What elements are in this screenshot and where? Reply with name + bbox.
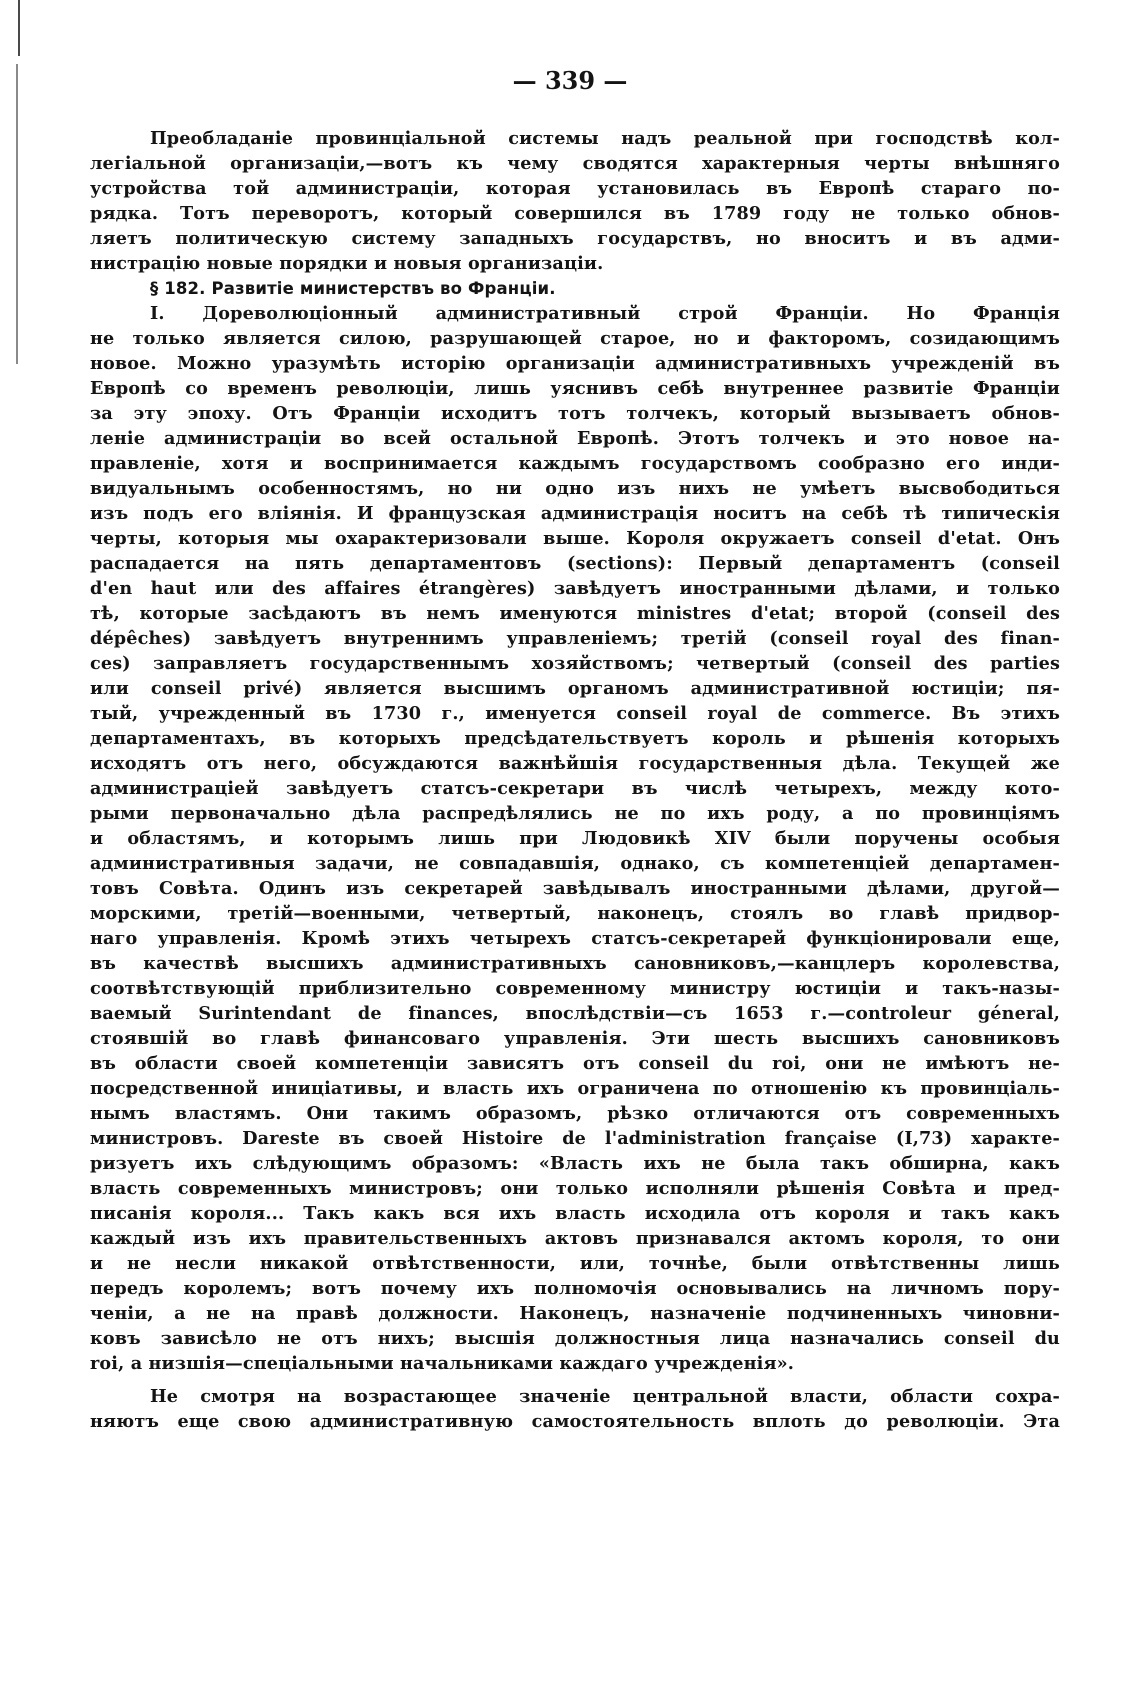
text-line: административныя задачи, не совпадавшія, однако, съ компетенціей департамен- <box>90 853 1060 874</box>
text-line: соотвѣтствующій приблизительно современному министру юстиціи и такъ-назы- <box>90 978 1060 999</box>
text-line: d'en haut или des affaires étrangères) завѣдуетъ иностранными дѣлами, и только <box>90 578 1060 599</box>
text-line: писанія короля... Такъ какъ вся ихъ власть исходила отъ короля и такъ какъ <box>90 1203 1060 1224</box>
text-line: новое. Можно уразумѣть исторію организаціи административныхъ учрежденій въ <box>90 353 1060 374</box>
text-line: черты, которыя мы охарактеризовали выше. Короля окружаетъ conseil d'etat. Онъ <box>90 528 1060 549</box>
text-line: товъ Совѣта. Одинъ изъ секретарей завѣдывалъ иностранными дѣлами, другой— <box>90 878 1060 899</box>
scan-edge-mark <box>18 0 20 56</box>
text-line: ваемый Surintendant de finances, впослѣдствіи—съ 1653 г.—controleur géneral, <box>90 1003 1060 1024</box>
text-line: распадается на пять департаментовъ (sections): Первый департаментъ (conseil <box>90 553 1060 574</box>
text-line: Европѣ со временъ революціи, лишь уяснивъ себѣ внутреннее развитіе Франціи <box>90 378 1060 399</box>
text-line: ризуетъ ихъ слѣдующимъ образомъ: «Власть ихъ не была такъ обширна, какъ <box>90 1153 1060 1174</box>
text-line: власть современныхъ министровъ; они только исполняли рѣшенія Совѣта и пред- <box>90 1178 1060 1199</box>
body-text <box>90 126 1060 1434</box>
text-line: морскими, третій—военными, четвертый, наконецъ, стоялъ во главѣ придвор- <box>90 903 1060 924</box>
text-line: видуальнымъ особенностямъ, но ни одно изъ нихъ не умѣетъ высвободиться <box>90 478 1060 499</box>
text-line: Преобладаніе провинціальной системы надъ реальной при господствѣ кол- <box>150 128 1060 149</box>
text-line: I. Дореволюціонный административный строй Франціи. Но Франція <box>150 303 1060 324</box>
text-line: стоявшій во главѣ финансоваго управленія. Эти шесть высшихъ сановниковъ <box>90 1028 1060 1049</box>
text-line: ляетъ политическую систему западныхъ государствъ, но вноситъ и въ адми- <box>90 228 1060 249</box>
text-line: и областямъ, и которымъ лишь при Людовикѣ XIV были поручены особыя <box>90 828 1060 849</box>
text-line: dépêches) завѣдуетъ внутреннимъ управленіемъ; третій (conseil royal des finan- <box>90 628 1060 649</box>
text-line: нистрацію новые порядки и новыя организаціи. <box>90 253 604 274</box>
text-line: департаментахъ, въ которыхъ предсѣдательствуетъ король и рѣшенія которыхъ <box>90 728 1060 749</box>
text-line: тѣ, которые засѣдаютъ въ немъ именуются ministres d'etat; второй (conseil des <box>90 603 1060 624</box>
text-line: леніе администраціи во всей остальной Европѣ. Этотъ толчекъ и это новое на- <box>90 428 1060 449</box>
text-line: или conseil privé) является высшимъ органомъ административной юстиціи; пя- <box>90 678 1060 699</box>
text-line: § 182. Развитіе министерствъ во Франціи. <box>150 279 556 298</box>
text-line: въ качествѣ высшихъ административныхъ сановниковъ,—канцлеръ королевства, <box>90 953 1060 974</box>
text-line: правленіе, хотя и воспринимается каждымъ государствомъ сообразно его инди- <box>90 453 1060 474</box>
text-line: не только является силою, разрушающей старое, но и факторомъ, созидающимъ <box>90 328 1060 349</box>
text-line: roi, а низшія—спеціальными начальниками каждаго учрежденія». <box>90 1353 795 1374</box>
text-line: министровъ. Dareste въ своей Histoire de l'administration française (I,73) характе- <box>90 1128 1060 1149</box>
text-line: ces) заправляетъ государственнымъ хозяйствомъ; четвертый (conseil des parties <box>90 653 1060 674</box>
text-line: наго управленія. Кромѣ этихъ четырехъ статсъ-секретарей функціонировали еще, <box>90 928 1060 949</box>
text-line: исходятъ отъ него, обсуждаются важнѣйшія государственныя дѣла. Текущей же <box>90 753 1060 774</box>
margin-rule <box>16 64 18 364</box>
text-line: ченіи, а не на правѣ должности. Наконецъ, назначеніе подчиненныхъ чиновни- <box>90 1303 1060 1324</box>
text-line: тый, учрежденный въ 1730 г., именуется conseil royal de commerce. Въ этихъ <box>90 703 1060 724</box>
text-line: легіальной организаціи,—вотъ къ чему сводятся характерныя черты внѣшняго <box>90 153 1060 174</box>
text-line: рыми первоначально дѣла распредѣлялись не по ихъ роду, а по провинціямъ <box>90 803 1060 824</box>
text-line: ковъ зависѣло не отъ нихъ; высшія должностныя лица назначались conseil du <box>90 1328 1060 1349</box>
text-line: за эту эпоху. Отъ Франціи исходитъ тотъ толчекъ, который вызываетъ обнов- <box>90 403 1060 424</box>
text-line: въ области своей компетенціи зависятъ отъ conseil du roi, они не имѣютъ не- <box>90 1053 1060 1074</box>
text-line: Не смотря на возрастающее значеніе центральной власти, области сохра- <box>150 1386 1060 1407</box>
text-line: и не несли никакой отвѣтственности, или, точнѣе, были отвѣтственны лишь <box>90 1253 1060 1274</box>
text-line: посредственной иниціативы, и власть ихъ ограничена по отношенію къ провинціаль- <box>90 1078 1060 1099</box>
text-line: рядка. Тотъ переворотъ, который совершился въ 1789 году не только обнов- <box>90 203 1060 224</box>
page-number: — 339 — <box>512 66 628 95</box>
text-line: передъ королемъ; вотъ почему ихъ полномочія основывались на личномъ пору- <box>90 1278 1060 1299</box>
text-line: изъ подъ его вліянія. И французская администрація носитъ на себѣ тѣ типическія <box>90 503 1060 524</box>
text-line: каждый изъ ихъ правительственныхъ актовъ признавался актомъ короля, то они <box>90 1228 1060 1249</box>
text-line: администраціей завѣдуетъ статсъ-секретари въ числѣ четырехъ, между кото- <box>90 778 1060 799</box>
text-line: няютъ еще свою административную самостоятельность вплоть до революціи. Эта <box>90 1411 1060 1432</box>
text-line: устройства той администраціи, которая установилась въ Европѣ стараго по- <box>90 178 1060 199</box>
text-line: нымъ властямъ. Они такимъ образомъ, рѣзко отличаются отъ современныхъ <box>90 1103 1060 1124</box>
